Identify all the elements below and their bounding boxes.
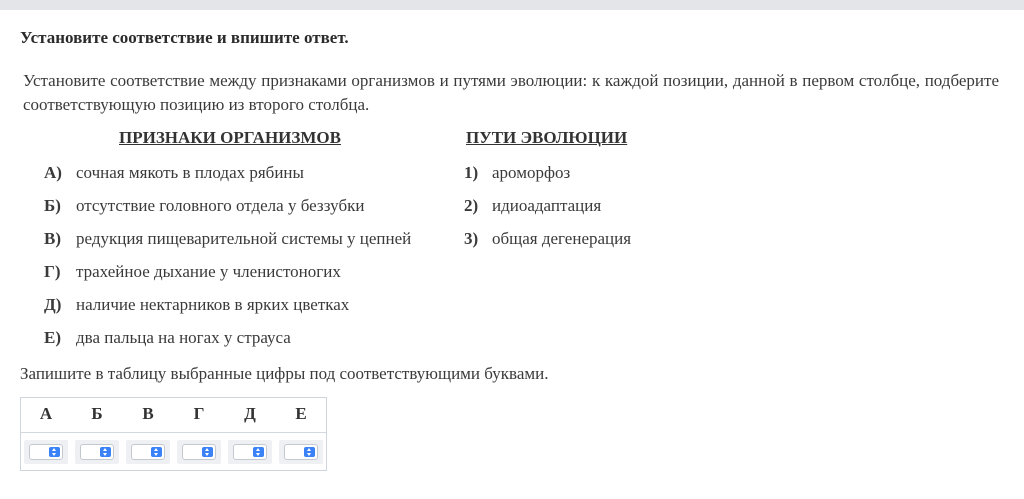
table-divider bbox=[21, 432, 326, 433]
list-item bbox=[464, 162, 570, 184]
item-text: идиоадаптация bbox=[492, 196, 602, 215]
answer-select[interactable] bbox=[284, 444, 318, 460]
item-text: сочная мякоть в плодах рябины bbox=[76, 163, 304, 182]
item-key: 3) bbox=[464, 229, 479, 248]
column-letter: Д bbox=[244, 404, 256, 423]
left-column-header: ПРИЗНАКИ ОРГАНИЗМОВ bbox=[119, 128, 341, 147]
list-item bbox=[44, 294, 349, 316]
list-item bbox=[464, 228, 631, 250]
answer-select[interactable] bbox=[182, 444, 216, 460]
answer-select[interactable] bbox=[131, 444, 165, 460]
answer-select[interactable] bbox=[80, 444, 114, 460]
select-arrows-icon bbox=[253, 447, 264, 457]
list-item bbox=[44, 261, 341, 283]
list-item bbox=[44, 195, 364, 217]
item-text: общая дегенерация bbox=[492, 229, 632, 248]
task-intro: Установите соответствие между признаками организмов и путями эволюции: к каждой позиции, данной в первом столбце, подберите соответствующую позицию из второго столбца. bbox=[23, 71, 999, 114]
answer-select[interactable] bbox=[233, 444, 267, 460]
item-key: В) bbox=[44, 229, 61, 248]
answer-cell bbox=[24, 440, 68, 464]
list-item bbox=[464, 195, 601, 217]
list-item bbox=[44, 327, 291, 349]
item-text: наличие нектарников в ярких цветках bbox=[76, 295, 350, 314]
select-arrows-icon bbox=[49, 447, 60, 457]
answer-select[interactable] bbox=[29, 444, 63, 460]
item-text: ароморфоз bbox=[492, 163, 571, 182]
item-key: 2) bbox=[464, 196, 479, 215]
column-letter: Г bbox=[193, 404, 205, 423]
item-key: Е) bbox=[44, 328, 61, 347]
answer-cell bbox=[75, 440, 119, 464]
item-key: Д) bbox=[44, 295, 62, 314]
answer-cell bbox=[279, 440, 323, 464]
item-key: Б) bbox=[44, 196, 61, 215]
answer-cell bbox=[126, 440, 170, 464]
column-letter: Б bbox=[91, 404, 103, 423]
list-item bbox=[44, 162, 304, 184]
answer-cell bbox=[177, 440, 221, 464]
select-arrows-icon bbox=[304, 447, 315, 457]
task-title: Установите соответствие и впишите ответ. bbox=[20, 28, 349, 47]
answer-cell bbox=[228, 440, 272, 464]
select-arrows-icon bbox=[202, 447, 213, 457]
item-key: А) bbox=[44, 163, 62, 182]
item-key: Г) bbox=[44, 262, 61, 281]
top-bar bbox=[0, 0, 1024, 10]
column-letter: А bbox=[39, 404, 53, 423]
answer-instruction: Запишите в таблицу выбранные цифры под соответствующими буквами. bbox=[20, 364, 549, 383]
item-text: трахейное дыхание у членистоногих bbox=[76, 262, 341, 281]
item-text: два пальца на ногах у страуса bbox=[76, 328, 291, 347]
list-item bbox=[44, 228, 411, 250]
item-key: 1) bbox=[464, 163, 479, 182]
item-text: отсутствие головного отдела у беззубки bbox=[76, 196, 365, 215]
select-arrows-icon bbox=[151, 447, 162, 457]
answer-table bbox=[20, 397, 327, 471]
right-column-header: ПУТИ ЭВОЛЮЦИИ bbox=[466, 128, 628, 147]
select-arrows-icon bbox=[100, 447, 111, 457]
column-letter: Е bbox=[295, 404, 307, 423]
column-letter: В bbox=[142, 404, 154, 423]
item-text: редукция пищеварительной системы у цепней bbox=[76, 229, 412, 248]
